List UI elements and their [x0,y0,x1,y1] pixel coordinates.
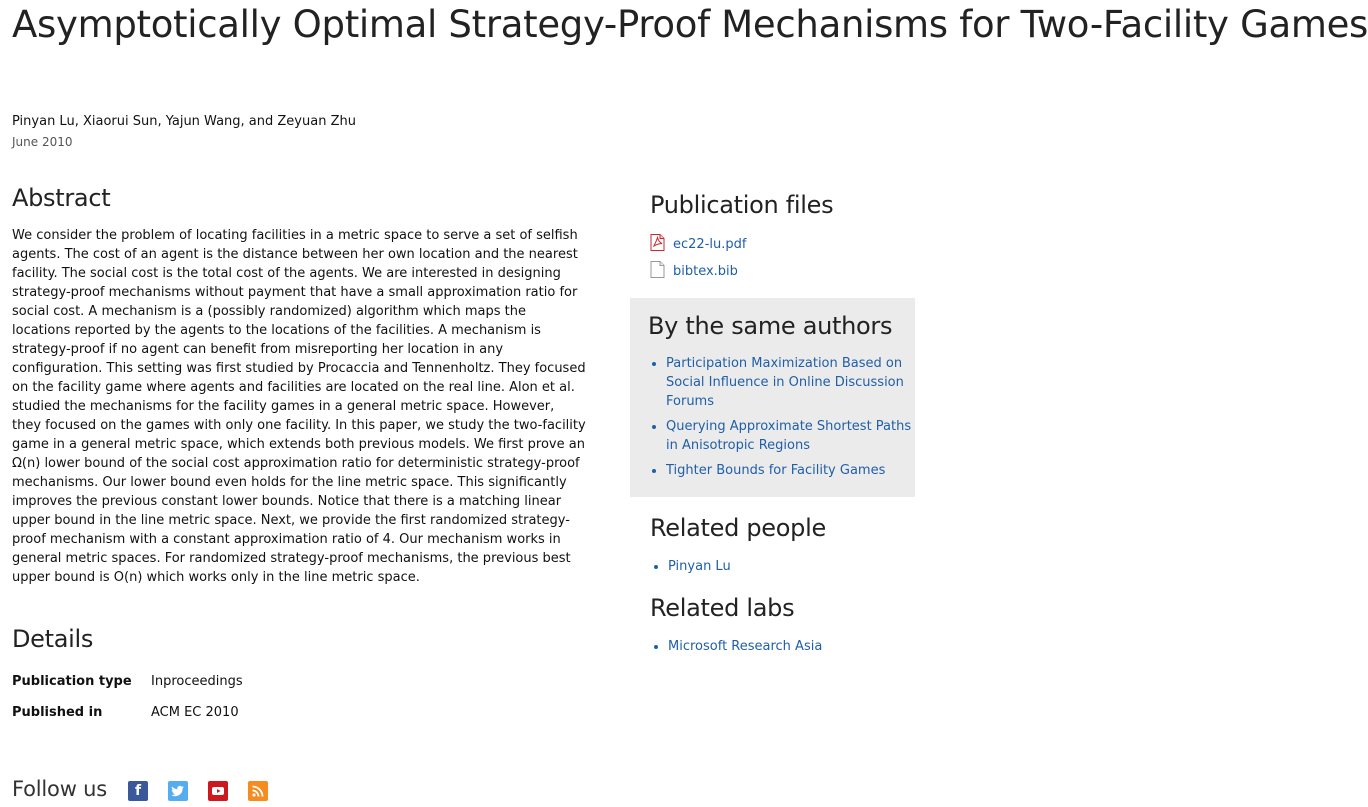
rss-icon[interactable] [248,781,268,801]
list-item [666,461,926,480]
abstract-text: We consider the problem of locating facilities in a metric space to serve a set of selfish agents. The cost of an agent is the distance between her own location and the nearest facility. The social cost is the total cost of the agents. We are interested in designing strategy-proof mechanisms without payment that have a small approximation ratio for social cost. A mechanism is a (possibly randomized) algorithm which maps the locations reported by the agents to the locations of the facilities. A mechanism is strategy-proof if no agent can benefit from misreporting her location in any configuration. This setting was first studied by Procaccia and Tennenholtz. They focused on the facility game where agents and facilities are located on the real line. Alon et al. studied the mechanisms for the facility games in a general metric space. However, they focused on the games with only one facility. In this paper, we study the two-facility game in a general metric space, which extends both previous models. We first prove an Ω(n) lower bound of the social cost approximation ratio for deterministic strategy-proof mechanisms. Our lower bound even holds for the line metric space. This significantly improves the previous constant lower bounds. Notice that there is a matching linear upper bound in the line metric space. Next, we provide the first randomized strategy-proof mechanism with a constant approximation ratio of 4. Our mechanism works in general metric spaces. For randomized strategy-proof mechanisms, the previous best upper bound is O(n) which works only in the line metric space. [12,228,586,585]
detail-key: Published in [12,705,103,720]
detail-key: Publication type [12,674,132,689]
list-item [666,417,926,455]
details-heading: Details [12,625,94,653]
related-labs-list [650,637,822,656]
related-labs-heading: Related labs [650,594,795,622]
follow-us-label: Follow us [12,777,107,801]
detail-row-published-in [12,705,239,720]
file-name[interactable]: ec22-lu.pdf [673,237,747,252]
list-item [666,354,926,411]
facebook-icon[interactable]: f [128,781,148,801]
same-authors-list [648,354,926,486]
same-authors-panel [630,298,915,497]
page-title: Asymptotically Optimal Strategy-Proof Mechanisms for Two-Facility Games [12,3,1368,46]
related-publication-link[interactable]: Querying Approximate Shortest Paths in Anisotropic Regions [666,419,912,453]
file-name[interactable]: bibtex.bib [673,264,738,279]
pdf-icon [650,234,664,251]
list-item [668,637,822,656]
lab-link[interactable]: Microsoft Research Asia [668,639,823,654]
detail-value: Inproceedings [151,674,243,689]
related-publication-link[interactable]: Tighter Bounds for Facility Games [666,463,886,478]
twitter-icon[interactable] [168,781,188,801]
related-people-heading: Related people [650,514,826,542]
detail-value: ACM EC 2010 [151,705,239,720]
same-authors-heading: By the same authors [648,312,893,340]
related-publication-link[interactable]: Participation Maximization Based on Social Influence in Online Discussion Forums [666,356,904,409]
detail-row-publication-type [12,674,243,689]
abstract-heading: Abstract [12,184,111,212]
related-people-list [650,557,731,576]
file-icon [650,261,664,278]
list-item [668,557,731,576]
author-list: Pinyan Lu, Xiaorui Sun, Yajun Wang, and Zeyuan Zhu [12,114,356,129]
publication-files-heading: Publication files [650,191,834,219]
publication-date: June 2010 [12,135,73,149]
person-link[interactable]: Pinyan Lu [668,559,731,574]
youtube-icon[interactable] [208,781,228,801]
